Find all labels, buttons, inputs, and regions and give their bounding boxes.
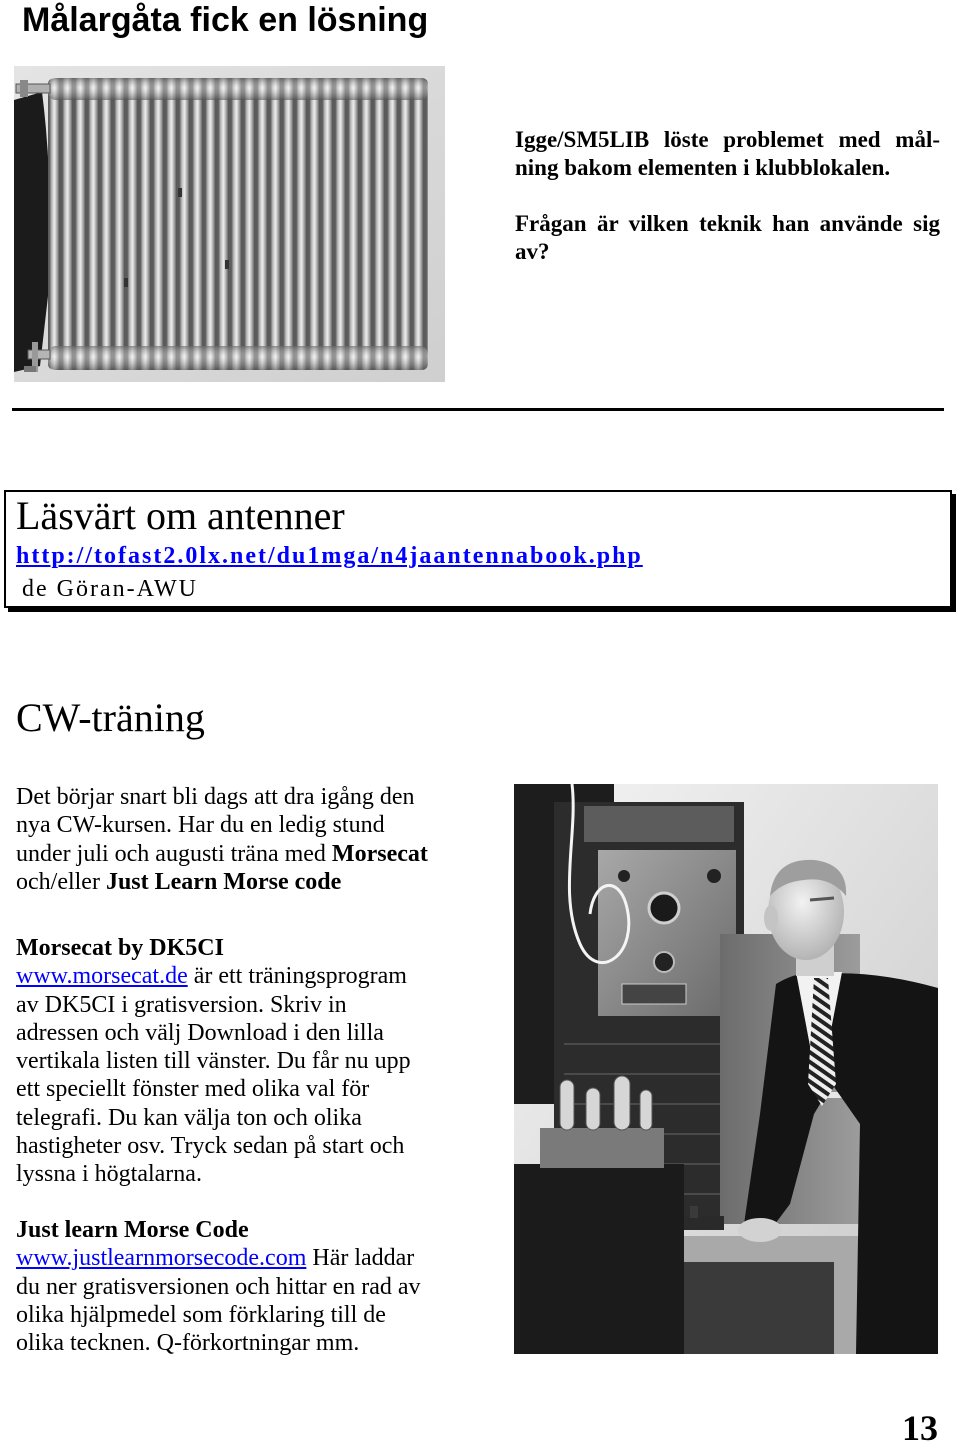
morsecat-heading-text: Morsecat by DK5CI	[16, 935, 224, 961]
morsecat-name: Morsecat	[331, 840, 428, 867]
operator-ear	[764, 905, 778, 931]
text-line: du ner gratisversionen och hittar en rad av	[16, 1273, 421, 1300]
page-number: 13	[902, 1408, 938, 1448]
text-line: lyssna i högtalarna.	[16, 1161, 202, 1188]
knob	[707, 869, 721, 883]
text-segment: Här laddar	[312, 1245, 415, 1272]
morsecat-link[interactable]: www.morsecat.de	[16, 963, 188, 990]
text-segment: under juli och augusti träna med	[16, 840, 326, 867]
lower-equipment	[514, 1164, 684, 1354]
text-line: hastigheter osv. Tryck sedan på start och	[16, 1133, 405, 1160]
text-line: ett speciellt fönster med olika val för	[16, 1076, 370, 1103]
paragraph-gap	[515, 182, 940, 210]
tube-chassis	[540, 1128, 664, 1168]
radiator-columns	[48, 78, 428, 370]
text-line	[16, 1244, 506, 1272]
text-segment: är ett träningsprogram	[193, 963, 407, 990]
antenna-tip-box	[4, 490, 952, 608]
cw-training-heading: CW-träning	[16, 695, 205, 740]
text-line: vertikala listen till vänster. Du får nu upp	[16, 1048, 411, 1075]
text-line: telegrafi. Du kan välja ton och olika	[16, 1104, 362, 1131]
just-learn-heading	[16, 1216, 506, 1244]
cabinet-top-panel	[584, 806, 734, 842]
text-line	[16, 962, 506, 990]
morsecat-paragraph	[16, 934, 506, 1189]
puzzle-title: Målargåta fick en lösning	[22, 1, 429, 39]
cw-intro-paragraph	[16, 783, 506, 896]
text-line	[16, 868, 506, 896]
text-line: av DK5CI i gratisversion. Skriv in	[16, 991, 347, 1018]
just-learn-link[interactable]: www.justlearnmorsecode.com	[16, 1245, 307, 1272]
antenna-tip-heading: Läsvärt om antenner	[16, 493, 345, 538]
section-divider	[12, 408, 944, 411]
just-learn-name: Just Learn Morse code	[105, 868, 342, 895]
puzzle-text	[515, 126, 940, 266]
just-learn-heading-text: Just learn Morse Code	[16, 1217, 249, 1243]
table-box	[684, 1262, 834, 1354]
operator-brow	[810, 898, 834, 900]
knob	[654, 952, 674, 972]
answer-line: ning bakom elementen i klubblokalen.	[515, 155, 891, 180]
radio-operator-photo	[514, 784, 938, 1354]
radiator-bottom-header	[48, 346, 428, 370]
just-learn-paragraph	[16, 1216, 506, 1357]
antenna-tip-byline: de Göran-AWU	[22, 576, 199, 602]
text-line: adressen och välj Download i den lilla	[16, 1019, 384, 1046]
text-line: Det börjar snart bli dags att dra igång den	[16, 784, 415, 810]
meter	[622, 984, 686, 1004]
radiator-top-header	[48, 78, 428, 100]
answer-line: Igge/SM5LIB löste problemet med mål-	[515, 127, 940, 152]
question-line: av?	[515, 239, 550, 264]
radiator-photo	[14, 66, 445, 382]
text-line: olika tecknen. Q-förkortningar mm.	[16, 1330, 360, 1357]
text-line: olika hjälpmedel som förklaring till de	[16, 1301, 386, 1328]
operator-hand	[738, 1218, 782, 1242]
morsecat-heading	[16, 934, 506, 962]
question-line: Frågan är vilken teknik han använde sig	[515, 211, 940, 236]
text-line: nya CW-kursen. Har du en ledig stund	[16, 812, 385, 839]
text-line	[16, 840, 506, 868]
text-segment: och/eller	[16, 868, 100, 895]
knob	[649, 893, 679, 923]
antenna-book-link[interactable]: http://tofast2.0lx.net/du1mga/n4jaantennabook.php	[16, 543, 643, 569]
knob	[618, 870, 630, 882]
